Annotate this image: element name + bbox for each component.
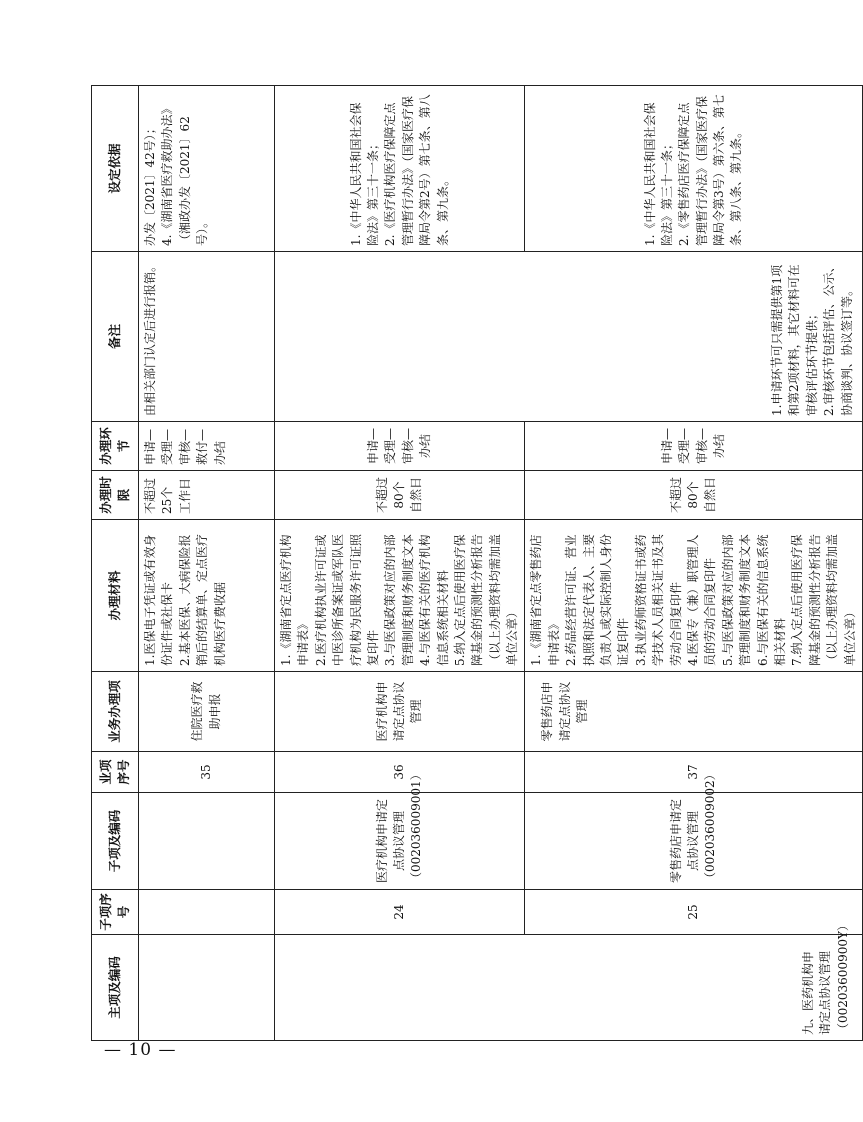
materials-cell bbox=[139, 520, 275, 672]
header-notes: 备注 bbox=[92, 252, 139, 422]
material-line: 3.与医保政策对应的内部管理制度和财务制度文本 bbox=[383, 533, 415, 666]
header-row bbox=[92, 86, 139, 1041]
biz-item-cell: 零售药店申请定点协议管理 bbox=[525, 672, 862, 752]
header-steps: 办理环节 bbox=[92, 422, 139, 471]
biz-item-cell: 医疗机构申请定点协议管理 bbox=[275, 672, 525, 752]
materials-cell bbox=[525, 520, 862, 672]
material-line: （以上办理资料均需加盖单位公章） bbox=[487, 533, 520, 666]
material-line: 5.纳入定点后使用医疗保障基金的预测性分析报告 bbox=[452, 533, 485, 666]
sub-seq-cell-empty bbox=[139, 890, 275, 935]
notes-cell bbox=[275, 252, 863, 422]
steps-cell: 申请—受理—审核—办结 bbox=[525, 422, 862, 471]
basis-line: 1.《中华人民共和国社会保险法》第三十一条； bbox=[348, 102, 380, 246]
steps-cell: 申请—受理—审核—救付—办结 bbox=[139, 422, 275, 471]
header-main-item: 主项及编码 bbox=[92, 935, 139, 1041]
material-line: 1.《湖南省定点零售药店申请表》 bbox=[529, 534, 561, 666]
header-basis: 设定依据 bbox=[92, 86, 139, 252]
sub-item-cell: 医疗机构申请定点协议管理（002036009001） bbox=[275, 793, 525, 890]
table-row-36 bbox=[275, 86, 525, 1041]
service-items-table bbox=[91, 85, 863, 1041]
header-biz-item: 业务办理项 bbox=[92, 672, 139, 752]
sub-seq-cell: 24 bbox=[275, 890, 525, 935]
sub-item-cell-empty bbox=[139, 793, 275, 890]
material-line: 6.与医保有关的信息系统相关材料 bbox=[755, 534, 787, 666]
biz-item-cell: 住院医疗救助申报 bbox=[139, 672, 275, 752]
time-limit-cell: 不超过25个工作日 bbox=[139, 471, 275, 520]
material-line: 1.医保电子凭证或有效身份证件或社保卡 bbox=[143, 534, 175, 666]
material-line: 4.与医保有关的医疗机构信息系统相关材料 bbox=[418, 534, 450, 666]
biz-seq-cell: 35 bbox=[139, 752, 275, 793]
header-sub-seq: 子项序号 bbox=[92, 890, 139, 935]
table-row-35 bbox=[139, 86, 275, 1041]
materials-cell bbox=[275, 520, 525, 672]
material-line: 5.与医保政策对应的内部管理制度和财务制度文本 bbox=[720, 533, 753, 666]
sub-item-cell: 零售药店申请定点协议管理（002036009002） bbox=[525, 793, 862, 890]
time-limit-cell: 不超过80个自然日 bbox=[275, 471, 525, 520]
material-line: 2.基本医保、大病保险报销后的结算单、定点医疗机构医疗费收据 bbox=[177, 533, 227, 666]
main-item-cell-empty bbox=[139, 935, 275, 1041]
sub-seq-cell: 25 bbox=[525, 890, 862, 935]
main-item-cell: 九、医药机构申请定点协议管理（00203600900Y） bbox=[275, 935, 863, 1041]
basis-line: 2.《零售药店医疗保障定点管理暂行办法》（国家医疗保障局令第3号）第六条、第七条、第八条、第九条。 bbox=[677, 94, 744, 246]
basis-line: 办发〔2021〕42号）； bbox=[143, 122, 157, 246]
material-line: 4.医保专（兼）职管理人员的劳动合同复印件 bbox=[685, 534, 718, 666]
basis-line: 4.《湖南省医疗救助办法》（湘政办发〔2021〕62号）。 bbox=[160, 102, 210, 246]
note-line: 2.审核环节包括评估、公示、协商谈判、协议签订等。 bbox=[822, 260, 854, 416]
material-line: 7.纳入定点后使用医疗保障基金的预测性分析报告 bbox=[790, 533, 822, 666]
steps-cell: 申请—受理—审核—办结 bbox=[275, 422, 525, 471]
time-limit-cell: 不超过80个自然日 bbox=[525, 471, 862, 520]
header-sub-item: 子项及编码 bbox=[92, 793, 139, 890]
table-row-37 bbox=[525, 86, 862, 1041]
material-line: 3.执业药师资格证书或药学技术人员相关证书及其劳动合同复印件 bbox=[633, 533, 683, 666]
rotated-table-wrapper bbox=[91, 86, 857, 1041]
notes-cell: 由相关部门认定后进行报销。 bbox=[139, 252, 275, 422]
material-line: 2.药品经营许可证、营业执照和法定代表人、主要负责人或实际控制人身份证复印件 bbox=[564, 533, 631, 666]
material-line: （以上办理资料均需加盖单位公章） bbox=[825, 533, 857, 666]
header-biz-seq: 业项序号 bbox=[92, 752, 139, 793]
page-number: — 10 — bbox=[104, 1040, 177, 1060]
basis-cell bbox=[525, 86, 862, 252]
material-line: 1.《湖南省定点医疗机构申请表》 bbox=[279, 534, 311, 666]
header-materials: 办理材料 bbox=[92, 520, 139, 672]
material-line: 2.医疗机构执业许可证或中医诊所备案证或军队医疗机构为民服务许可证照复印件 bbox=[313, 533, 380, 666]
note-line: 1.申请环节可只需提供第1项和第2项材料，其它材料可在审核评估环节提供； bbox=[769, 264, 819, 416]
biz-seq-cell: 36 bbox=[275, 752, 525, 793]
basis-line: 2.《医疗机构医疗保障定点管理暂行办法》（国家医疗保障局令第2号）第七条、第八条、第九条。 bbox=[383, 94, 450, 246]
header-time-limit: 办理时限 bbox=[92, 471, 139, 520]
basis-cell bbox=[139, 86, 275, 252]
basis-cell bbox=[275, 86, 525, 252]
biz-seq-cell: 37 bbox=[525, 752, 862, 793]
basis-line: 1.《中华人民共和国社会保险法》第三十一条； bbox=[642, 102, 674, 246]
